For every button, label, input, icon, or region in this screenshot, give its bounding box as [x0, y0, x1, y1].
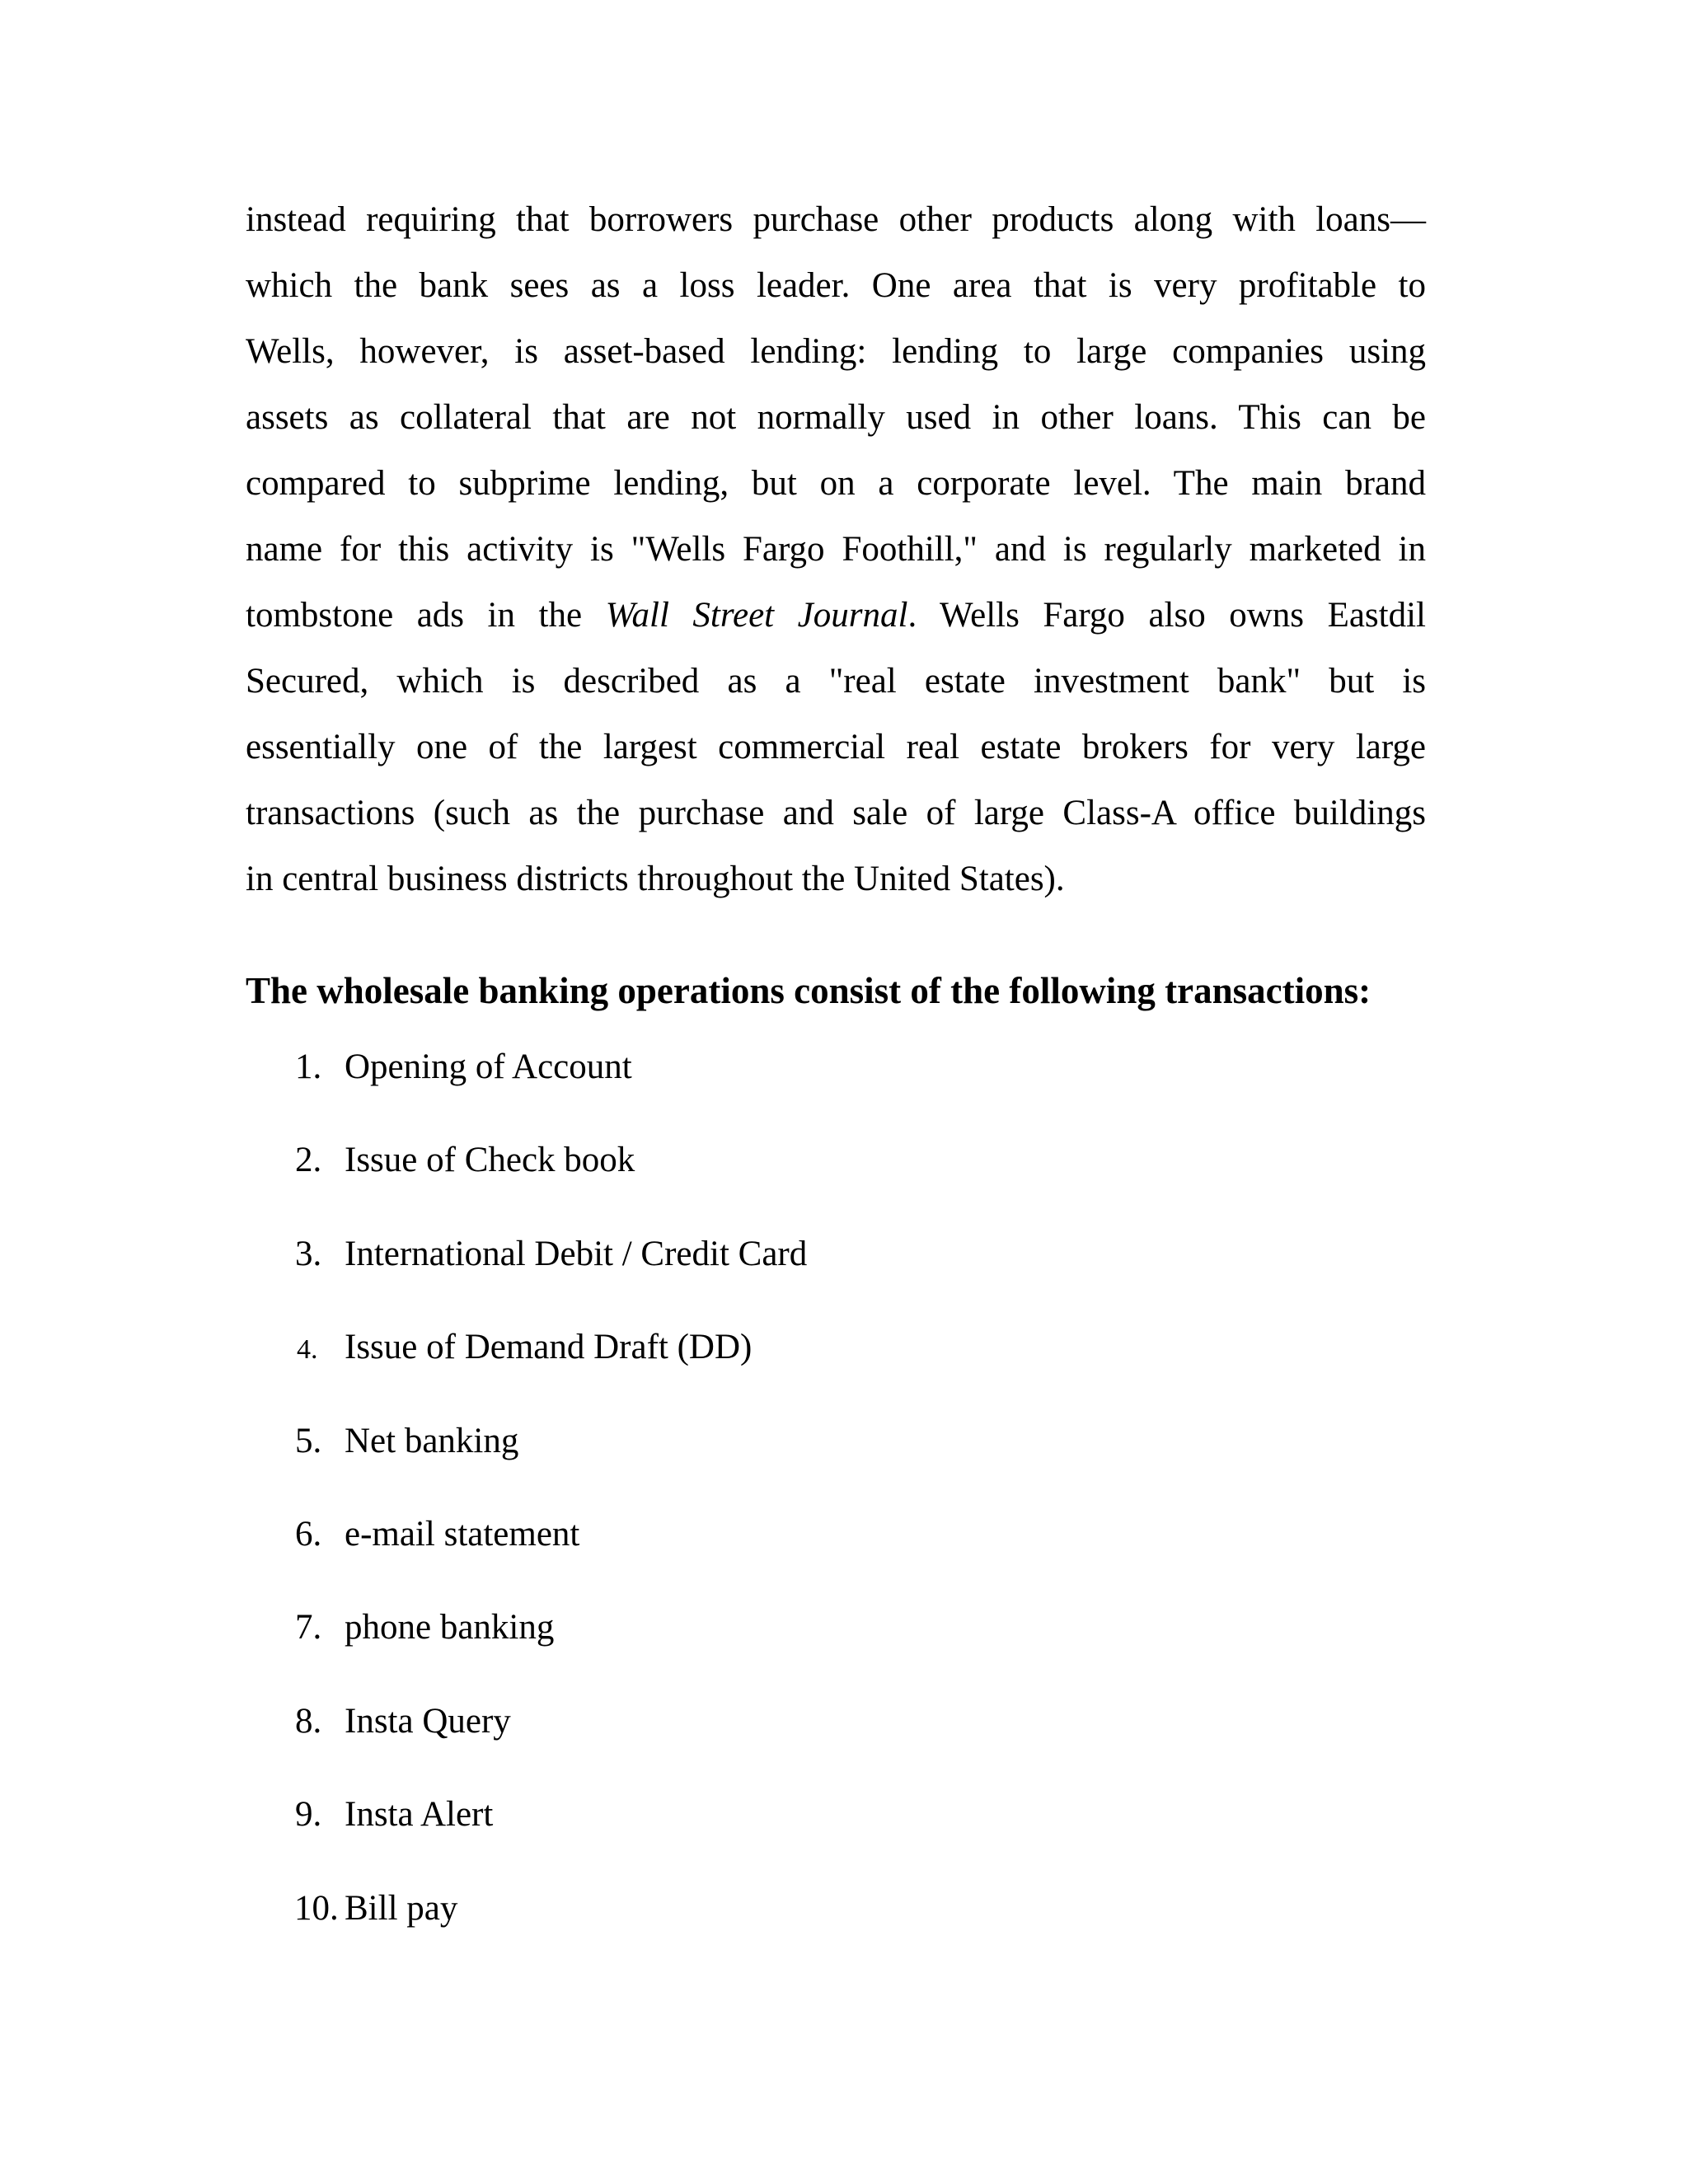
list-item: [246, 1603, 1235, 1696]
list-item: [246, 1790, 1235, 1883]
list-item: [246, 1230, 1235, 1323]
list-text: Bill pay: [345, 1888, 458, 1928]
list-number: 10.: [294, 1888, 339, 1928]
list-number: 2.: [295, 1141, 322, 1180]
paragraph-line: in central business districts throughout the United States).: [246, 860, 1065, 898]
list-item: [246, 1136, 1235, 1229]
list-item: [246, 1043, 1235, 1136]
list-number: 1.: [295, 1047, 322, 1086]
paragraph-line: Wells, however, is asset-based lending: lending to large companies using: [246, 332, 1426, 371]
list-number: 4.: [297, 1334, 318, 1366]
paragraph-line: transactions (such as the purchase and sale of large Class-A office buildings: [246, 794, 1426, 832]
list-text: International Debit / Credit Card: [345, 1234, 808, 1273]
paragraph-line: compared to subprime lending, but on a corporate level. The main brand: [246, 464, 1426, 503]
paragraph-line: instead requiring that borrowers purchase other products along with loans—: [246, 200, 1426, 239]
paragraph-line-with-italic: [246, 587, 1426, 653]
line-text-before: tombstone ads in the: [246, 596, 606, 635]
list-text: Net banking: [345, 1421, 519, 1460]
paragraph-line: assets as collateral that are not normally used in other loans. This can be: [246, 398, 1426, 437]
list-number: 8.: [295, 1701, 322, 1741]
section-heading: The wholesale banking operations consist of the following transactions:: [246, 970, 1372, 1011]
body-paragraph: [246, 191, 1426, 916]
paragraph-line: essentially one of the largest commercial real estate brokers for very large: [246, 728, 1426, 766]
list-item: [246, 1323, 1235, 1416]
transactions-list: [246, 1043, 1235, 1977]
list-number: 6.: [295, 1514, 322, 1554]
list-item: [246, 1697, 1235, 1790]
list-number: 9.: [295, 1795, 322, 1835]
list-text: Opening of Account: [345, 1047, 632, 1086]
line-text-after: . Wells Fargo also owns Eastdil: [907, 596, 1427, 635]
list-text: e-mail statement: [345, 1514, 580, 1554]
list-number: 7.: [295, 1608, 322, 1647]
list-number: 5.: [295, 1421, 322, 1460]
list-number: 3.: [295, 1234, 322, 1273]
list-item: [246, 1884, 1235, 1977]
list-text: Issue of Check book: [345, 1141, 635, 1180]
list-text: Insta Query: [345, 1701, 511, 1741]
list-text: Insta Alert: [345, 1795, 494, 1835]
list-item: [246, 1417, 1235, 1510]
list-text: phone banking: [345, 1608, 555, 1647]
list-item: [246, 1510, 1235, 1603]
list-text: Issue of Demand Draft (DD): [345, 1328, 753, 1367]
publication-title: Wall Street Journal: [605, 596, 908, 635]
paragraph-line: which the bank sees as a loss leader. One area that is very profitable to: [246, 266, 1426, 305]
paragraph-line: Secured, which is described as a "real estate investment bank" but is: [246, 662, 1426, 701]
paragraph-line: name for this activity is "Wells Fargo Foothill," and is regularly marketed in: [246, 530, 1426, 569]
